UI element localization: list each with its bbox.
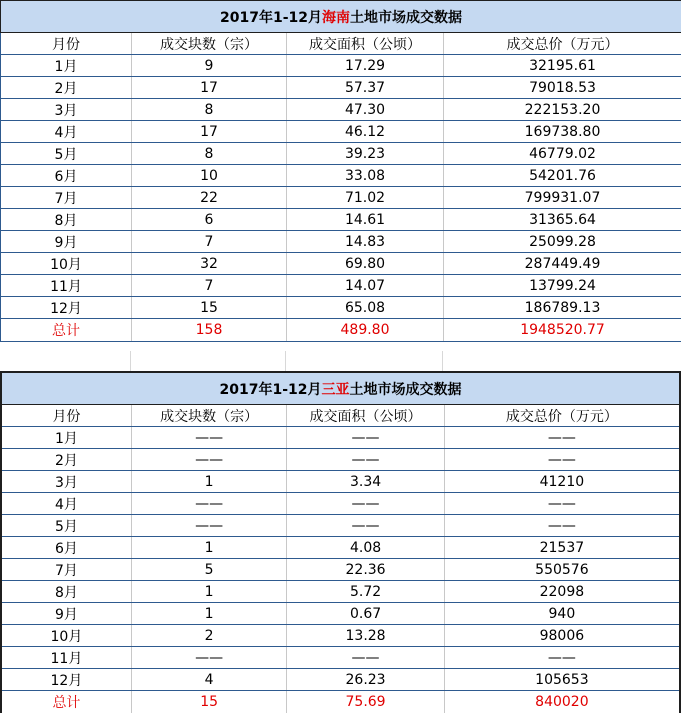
table-row-price-cell: 287449.49 [444, 253, 681, 275]
table-row-parcels-cell: 2 [131, 625, 286, 647]
header-row-parcels-cell: 成交块数（宗） [131, 405, 286, 427]
table-row-area-cell: —— [287, 647, 444, 669]
table-row-area-cell: —— [287, 515, 444, 537]
table-row-parcels-cell: 1 [131, 581, 286, 603]
table-row-area-cell: 17.29 [287, 55, 444, 77]
total-row-price-cell: 840020 [444, 691, 680, 714]
gap-cell [0, 351, 131, 371]
title-suffix: 土地市场成交数据 [349, 381, 462, 398]
table-row-price-cell: 41210 [444, 471, 680, 493]
table-row [1, 537, 680, 559]
table-row-price-cell: 799931.07 [444, 187, 681, 209]
total-row-area-cell: 489.80 [287, 319, 444, 342]
table-row-price-cell: 32195.61 [444, 55, 681, 77]
header-row-price-cell: 成交总价（万元） [444, 405, 680, 427]
table-row-area-cell: —— [287, 427, 444, 449]
table-row-parcels-cell: 22 [132, 187, 287, 209]
table-row [1, 669, 680, 691]
table-row-area-cell: 14.61 [287, 209, 444, 231]
title-prefix: 2017年1-12月 [219, 381, 322, 398]
title-suffix: 土地市场成交数据 [350, 9, 462, 26]
table-row [1, 603, 680, 625]
total-row-month-cell: 总计 [1, 691, 131, 714]
table-row [1, 449, 680, 471]
table-row-area-cell: 47.30 [287, 99, 444, 121]
sheet-gap [0, 351, 681, 371]
total-row-month-cell: 总计 [1, 319, 132, 342]
table-row-area-cell: 22.36 [287, 559, 444, 581]
gap-cell [286, 351, 443, 371]
table-row-area-cell: 4.08 [287, 537, 444, 559]
header-row-area-cell: 成交面积（公顷） [287, 33, 444, 55]
table-row [1, 471, 680, 493]
table-row-area-cell: 57.37 [287, 77, 444, 99]
table-row [1, 143, 681, 165]
table-row-price-cell: —— [444, 427, 680, 449]
hainan-table [0, 0, 681, 342]
table-row [1, 121, 681, 143]
table-row-area-cell: —— [287, 449, 444, 471]
table-row-parcels-cell: 32 [132, 253, 287, 275]
table-row-area-cell: 39.23 [287, 143, 444, 165]
total-row-price-cell: 1948520.77 [444, 319, 681, 342]
table-row-month-cell: 6月 [1, 537, 131, 559]
table-row-price-cell: 940 [444, 603, 680, 625]
total-row-parcels-cell: 15 [131, 691, 286, 714]
table-row [1, 275, 681, 297]
table-row-price-cell: 22098 [444, 581, 680, 603]
table-row-area-cell: 71.02 [287, 187, 444, 209]
table-row [1, 99, 681, 121]
table-row-area-cell: 14.07 [287, 275, 444, 297]
table-row-month-cell: 1月 [1, 55, 132, 77]
table-row [1, 209, 681, 231]
title-region: 三亚 [321, 381, 350, 398]
sanya-title [1, 372, 680, 405]
total-row-area-cell: 75.69 [287, 691, 444, 714]
table-row-parcels-cell: 6 [132, 209, 287, 231]
table-row-month-cell: 2月 [1, 449, 131, 471]
table-row-parcels-cell: 5 [131, 559, 286, 581]
table-row-price-cell: —— [444, 515, 680, 537]
table-row-month-cell: 8月 [1, 209, 132, 231]
table-row-area-cell: 13.28 [287, 625, 444, 647]
table-row-month-cell: 6月 [1, 165, 132, 187]
table-row-month-cell: 1月 [1, 427, 131, 449]
header-row-area-cell: 成交面积（公顷） [287, 405, 444, 427]
table-row-parcels-cell: —— [131, 647, 286, 669]
header-row-parcels-cell: 成交块数（宗） [132, 33, 287, 55]
table-row-area-cell: 65.08 [287, 297, 444, 319]
table-row-month-cell: 7月 [1, 187, 132, 209]
table-row-parcels-cell: 17 [132, 77, 287, 99]
table-row-price-cell: 25099.28 [444, 231, 681, 253]
table-row-area-cell: 5.72 [287, 581, 444, 603]
table-row-parcels-cell: 8 [132, 143, 287, 165]
table-row-month-cell: 11月 [1, 275, 132, 297]
table-row-price-cell: 21537 [444, 537, 680, 559]
table-row [1, 77, 681, 99]
table-row-parcels-cell: —— [131, 515, 286, 537]
sanya-title-row [1, 372, 680, 405]
table-row-month-cell: 3月 [1, 99, 132, 121]
table-row-area-cell: 33.08 [287, 165, 444, 187]
table-row [1, 559, 680, 581]
table-row-parcels-cell: 8 [132, 99, 287, 121]
table-row-price-cell: 222153.20 [444, 99, 681, 121]
table-row-month-cell: 12月 [1, 297, 132, 319]
table-row-month-cell: 9月 [1, 603, 131, 625]
total-row [1, 691, 680, 714]
hainan-title [1, 1, 681, 33]
table-row-price-cell: 105653 [444, 669, 680, 691]
table-row-month-cell: 3月 [1, 471, 131, 493]
table-row-parcels-cell: —— [131, 449, 286, 471]
table-row-price-cell: 13799.24 [444, 275, 681, 297]
table-row-month-cell: 5月 [1, 143, 132, 165]
header-row-price-cell: 成交总价（万元） [444, 33, 681, 55]
table-row-parcels-cell: —— [131, 493, 286, 515]
table-row-price-cell: 54201.76 [444, 165, 681, 187]
gap-cell [131, 351, 286, 371]
table-row [1, 647, 680, 669]
table-row-area-cell: 26.23 [287, 669, 444, 691]
table-row-price-cell: 550576 [444, 559, 680, 581]
table-row-parcels-cell: —— [131, 427, 286, 449]
table-row [1, 515, 680, 537]
table-row-area-cell: 0.67 [287, 603, 444, 625]
table-row [1, 493, 680, 515]
table-row-area-cell: 69.80 [287, 253, 444, 275]
sanya-table [0, 371, 681, 713]
table-row [1, 55, 681, 77]
table-row-price-cell: 169738.80 [444, 121, 681, 143]
table-row-parcels-cell: 10 [132, 165, 287, 187]
hainan-title-row [1, 1, 681, 33]
table-row [1, 625, 680, 647]
title-region: 海南 [322, 9, 350, 26]
table-row [1, 581, 680, 603]
table-row-price-cell: —— [444, 647, 680, 669]
table-row-price-cell: —— [444, 449, 680, 471]
table-row-parcels-cell: 7 [132, 231, 287, 253]
table-row-month-cell: 2月 [1, 77, 132, 99]
table-row [1, 427, 680, 449]
table-row-parcels-cell: 9 [132, 55, 287, 77]
table-row-area-cell: 14.83 [287, 231, 444, 253]
table-row-parcels-cell: 1 [131, 537, 286, 559]
table-row [1, 253, 681, 275]
table-row [1, 297, 681, 319]
table-row-month-cell: 4月 [1, 493, 131, 515]
table-row-parcels-cell: 4 [131, 669, 286, 691]
total-row-parcels-cell: 158 [132, 319, 287, 342]
table-row-price-cell: 46779.02 [444, 143, 681, 165]
table-row-month-cell: 11月 [1, 647, 131, 669]
table-row-month-cell: 7月 [1, 559, 131, 581]
table-row-month-cell: 10月 [1, 625, 131, 647]
table-row-month-cell: 5月 [1, 515, 131, 537]
table-row-price-cell: 98006 [444, 625, 680, 647]
table-row-price-cell: 79018.53 [444, 77, 681, 99]
table-row-parcels-cell: 7 [132, 275, 287, 297]
table-row [1, 187, 681, 209]
header-row-month-cell: 月份 [1, 33, 132, 55]
table-row-price-cell: 31365.64 [444, 209, 681, 231]
table-row-parcels-cell: 1 [131, 603, 286, 625]
header-row-month-cell: 月份 [1, 405, 131, 427]
table-row-month-cell: 4月 [1, 121, 132, 143]
table-row-price-cell: —— [444, 493, 680, 515]
header-row [1, 33, 681, 55]
header-row [1, 405, 680, 427]
table-row [1, 231, 681, 253]
table-row-parcels-cell: 1 [131, 471, 286, 493]
total-row [1, 319, 681, 342]
table-row-parcels-cell: 15 [132, 297, 287, 319]
table-row-month-cell: 9月 [1, 231, 132, 253]
table-row-month-cell: 10月 [1, 253, 132, 275]
table-row-area-cell: —— [287, 493, 444, 515]
table-row-area-cell: 46.12 [287, 121, 444, 143]
table-row-month-cell: 8月 [1, 581, 131, 603]
table-row-price-cell: 186789.13 [444, 297, 681, 319]
table-row-parcels-cell: 17 [132, 121, 287, 143]
title-prefix: 2017年1-12月 [220, 9, 322, 26]
table-row-month-cell: 12月 [1, 669, 131, 691]
table-row [1, 165, 681, 187]
table-row-area-cell: 3.34 [287, 471, 444, 493]
